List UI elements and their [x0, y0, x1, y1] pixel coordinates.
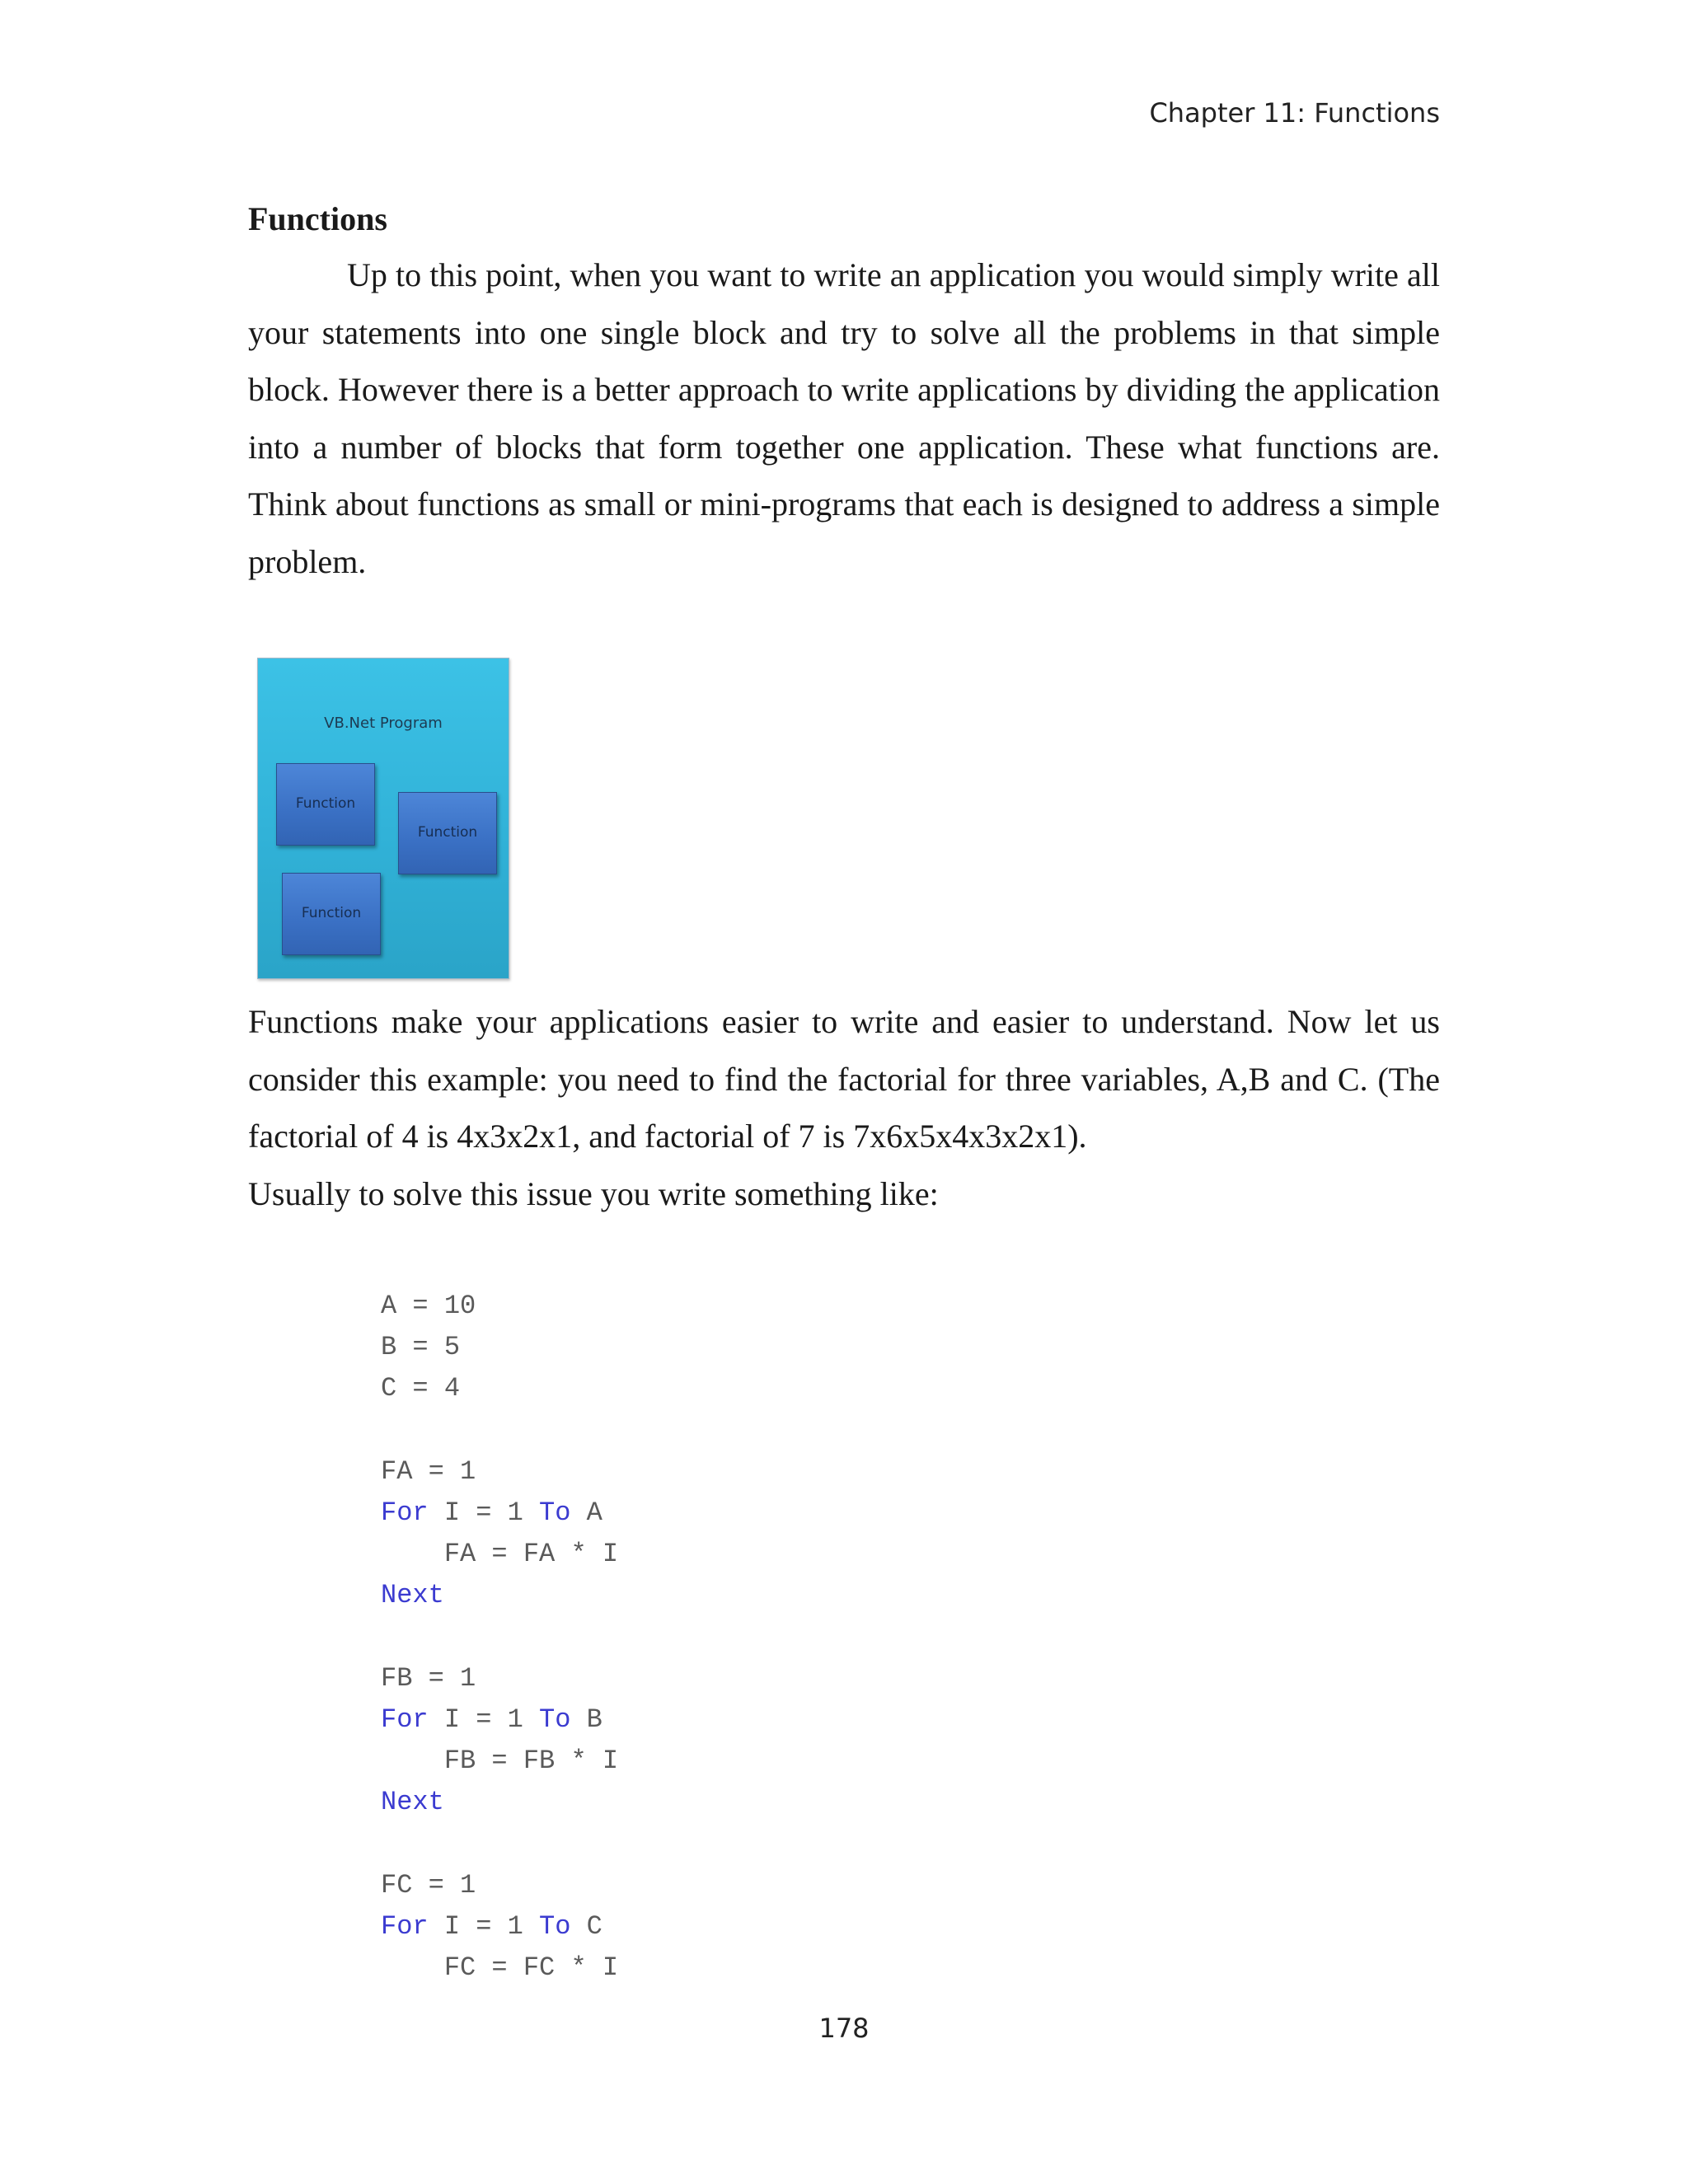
code-token: FA = 1: [381, 1455, 476, 1487]
code-line: [381, 1947, 618, 1989]
function-box: [276, 763, 375, 846]
code-line: [381, 1451, 618, 1493]
code-keyword: For: [381, 1704, 429, 1735]
intro-paragraph: Up to this point, when you want to write an application you would simply write all your statements into one single block and try to solve all the problems in that simple block. However there is a better approach to write applications by dividing the application into a number of blocks that form together one application. These what functions are. Think about functions as small or mini-programs that each is designed to address a simple problem.: [248, 256, 1440, 580]
code-line: [381, 1617, 618, 1658]
example-paragraph: Functions make your applications easier to write and easier to understand. Now let us consider this example: you need to find the factorial for three variables, A,B and C. (The factorial of 4 is 4x3x2x1, and factorial of 7 is 7x6x5x4x3x2x1).: [248, 1003, 1440, 1155]
code-line: [381, 1368, 618, 1409]
code-token: A = 10: [381, 1291, 476, 1321]
lead-in-paragraph: Usually to solve this issue you write something like:: [248, 1175, 939, 1212]
function-box: [282, 873, 381, 955]
running-header: Chapter 11: Functions: [1149, 97, 1440, 129]
code-line: [381, 1823, 618, 1864]
code-token: FA = FA * I: [381, 1539, 619, 1570]
code-keyword: For: [381, 1910, 429, 1942]
code-line: [381, 1493, 618, 1534]
code-token: C: [570, 1910, 603, 1942]
code-line: [381, 1534, 618, 1575]
code-line: [381, 1410, 618, 1451]
code-keyword: For: [381, 1497, 429, 1528]
code-token: FB = FB * I: [381, 1746, 619, 1777]
page-number: 178: [818, 2013, 870, 2044]
code-line: [381, 1327, 618, 1368]
program-diagram: [257, 658, 509, 979]
code-keyword: Next: [381, 1580, 444, 1611]
code-token: C = 4: [381, 1373, 461, 1404]
code-token: B: [570, 1704, 603, 1735]
code-token: I = 1: [428, 1704, 540, 1735]
section-heading: Functions: [248, 200, 387, 237]
code-keyword: To: [539, 1704, 571, 1735]
code-line: [381, 1286, 618, 1327]
function-box: [398, 792, 497, 874]
function-box-label: Function: [295, 795, 356, 812]
code-token: I = 1: [428, 1910, 540, 1942]
code-line: [381, 1782, 618, 1823]
code-token: I = 1: [428, 1497, 540, 1528]
code-block: [381, 1286, 618, 1989]
code-line: [381, 1699, 618, 1741]
code-line: [381, 1865, 618, 1906]
code-line: [381, 1575, 618, 1616]
code-line: [381, 1658, 618, 1699]
function-box-label: Function: [417, 824, 478, 841]
diagram-title: VB.Net Program: [324, 715, 443, 732]
code-token: FC = 1: [381, 1869, 476, 1900]
code-token: FC = FC * I: [381, 1952, 619, 1983]
code-line: [381, 1906, 618, 1947]
code-line: [381, 1741, 618, 1782]
function-box-label: Function: [301, 905, 362, 921]
code-keyword: Next: [381, 1787, 444, 1818]
code-token: A: [570, 1497, 603, 1528]
code-keyword: To: [539, 1497, 571, 1528]
code-token: B = 5: [381, 1332, 461, 1363]
code-token: FB = 1: [381, 1662, 476, 1694]
code-keyword: To: [539, 1910, 571, 1942]
